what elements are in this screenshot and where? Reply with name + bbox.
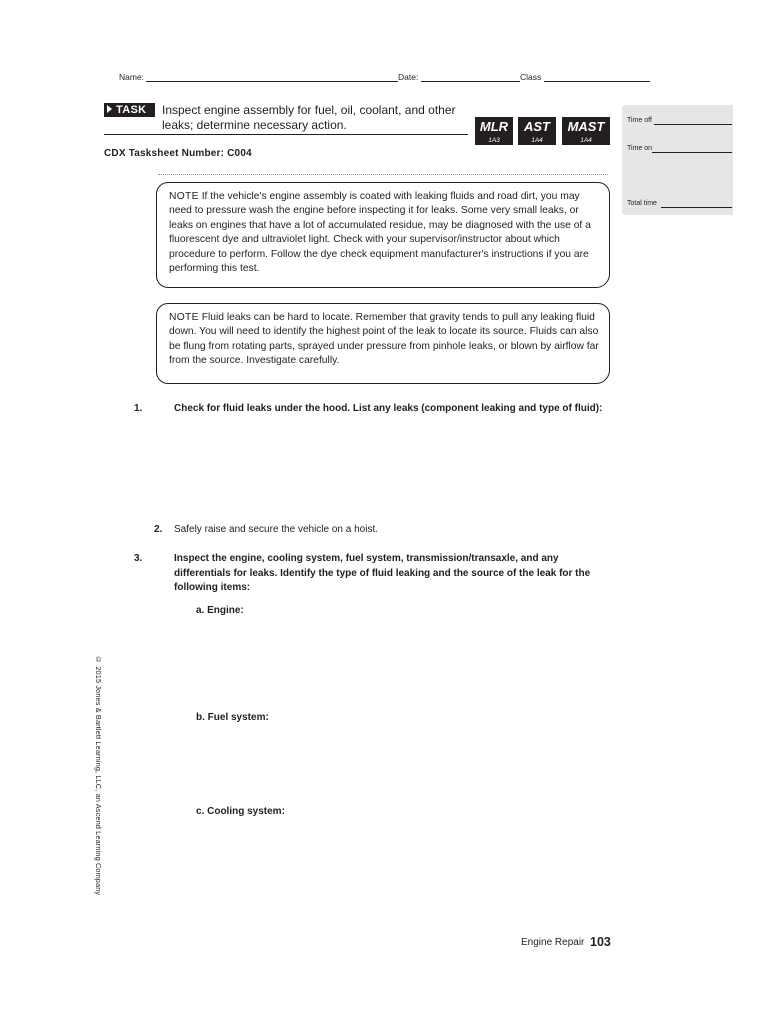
- copyright-notice: © 2015 Jones & Bartlett Learning, LLC, an Ascend Learning Company: [94, 655, 103, 896]
- note-text: Fluid leaks can be hard to locate. Remember that gravity tends to pull any leaking fluid down. You will need to identify the highest point of the leak to locate its source. Fluids can also be flung from rotating parts, sprayed under pressure from pinhole leaks, or blown by airflow far from the source. Investigate carefully.: [169, 312, 599, 367]
- subitem-engine: a. Engine:: [196, 605, 244, 616]
- class-field[interactable]: [544, 81, 650, 82]
- arrow-right-icon: [107, 105, 112, 113]
- task-badge-label: TASK: [116, 104, 147, 116]
- cert-ast-code: 1A4: [518, 137, 556, 145]
- name-label: Name:: [119, 72, 145, 82]
- note-label: NOTE: [169, 191, 199, 202]
- date-field[interactable]: [421, 81, 520, 82]
- question-3: [134, 552, 614, 596]
- task-description: Inspect engine assembly for fuel, oil, coolant, and other leaks; determine necessary action.: [162, 103, 456, 132]
- cert-mast: MAST: [562, 117, 610, 137]
- note-box-2: [156, 303, 610, 384]
- class-label: Class: [520, 72, 542, 82]
- time-off-label: Time off: [627, 117, 652, 124]
- question-text: Inspect the engine, cooling system, fuel system, transmission/transaxle, and any differentials for leaks. Identify the type of fluid leaking and the source of the leak for the following items:: [174, 553, 591, 593]
- cert-mast-code: 1A4: [562, 137, 610, 145]
- subitem-fuel-system: b. Fuel system:: [196, 712, 269, 723]
- subitem-cooling-system: c. Cooling system:: [196, 806, 285, 817]
- task-badge: [104, 103, 155, 117]
- cdx-tasksheet-number: CDX Tasksheet Number: C004: [104, 148, 252, 159]
- question-1: [134, 402, 614, 417]
- date-label: Date:: [398, 72, 419, 82]
- note-text: If the vehicle's engine assembly is coated with leaking fluids and road dirt, you may need to pressure wash the engine before inspecting it for leaks. Some very small leaks, or leaks on engines that have a lot of accumulated residue, may be diagnosed with the use of a fluorescent dye and ultraviolet light. Check with your supervisor/instructor about which procedure to perform. Follow the dye check equipment manufacturer's instructions if you are performing this test.: [169, 191, 591, 275]
- question-text: Safely raise and secure the vehicle on a hoist.: [174, 524, 379, 535]
- page-number: 103: [590, 935, 611, 949]
- footer-section: Engine Repair: [521, 937, 585, 948]
- cert-mlr-code: 1A3: [475, 137, 513, 145]
- cert-mlr: MLR: [475, 117, 513, 137]
- total-time-label: Total time: [627, 200, 657, 207]
- task-rule: [104, 134, 468, 135]
- note-box-1: [156, 182, 610, 288]
- time-box: [622, 105, 733, 215]
- question-number: 1.: [134, 403, 143, 414]
- time-on-label: Time on: [627, 145, 653, 152]
- name-field[interactable]: [146, 81, 398, 82]
- cert-ast: AST: [518, 117, 556, 137]
- question-number: 3.: [134, 553, 143, 564]
- question-number: 2.: [154, 524, 163, 535]
- total-time-field[interactable]: [661, 207, 732, 208]
- question-2: [154, 523, 614, 538]
- divider: [158, 174, 608, 175]
- note-label: NOTE: [169, 312, 199, 323]
- question-text: Check for fluid leaks under the hood. List any leaks (component leaking and type of fluid):: [174, 403, 603, 414]
- time-off-field[interactable]: [654, 124, 732, 125]
- time-on-field[interactable]: [652, 152, 732, 153]
